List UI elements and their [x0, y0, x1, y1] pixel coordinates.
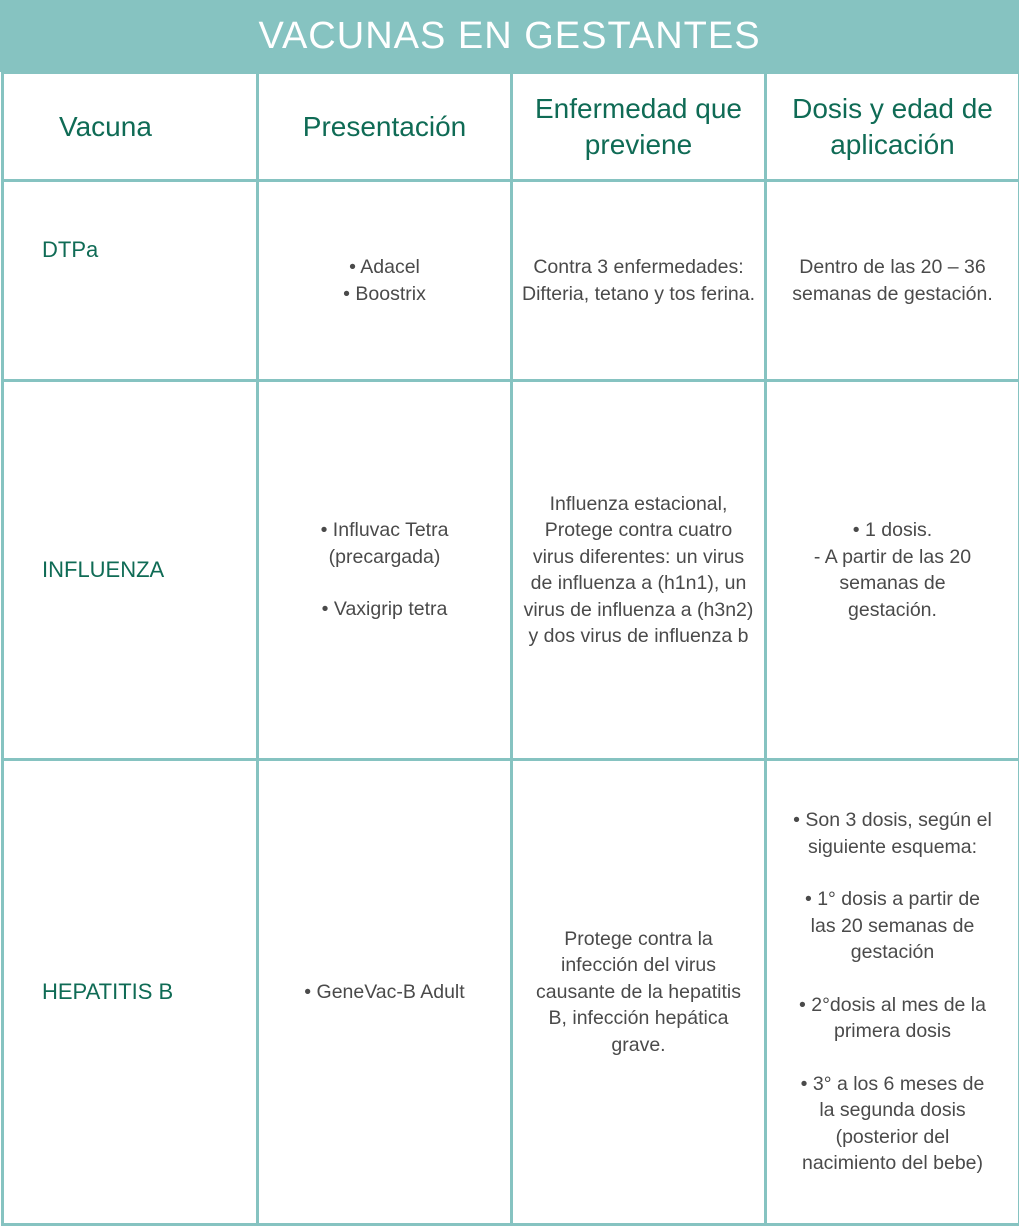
- vaccine-name: INFLUENZA: [3, 381, 258, 760]
- presentation-cell: [258, 381, 512, 760]
- dose-cell: [766, 760, 1019, 1225]
- presentation-item: • Adacel: [269, 254, 500, 281]
- presentation-cell: [258, 760, 512, 1225]
- presentation-item: • Boostrix: [269, 281, 500, 308]
- header-enfermedad: Enfermedad que previene: [512, 73, 766, 181]
- disease-cell: Protege contra la infección del virus causante de la hepatitis B, infección hepática grave.: [512, 760, 766, 1225]
- presentation-item: • Influvac Tetra (precargada): [309, 517, 460, 570]
- dose-cell: [766, 381, 1019, 760]
- header-dosis: Dosis y edad de aplicación: [766, 73, 1019, 181]
- presentation-item: • Vaxigrip tetra: [309, 596, 460, 623]
- dose-item: • 1° dosis a partir de las 20 semanas de gestación: [793, 886, 992, 966]
- presentation-cell: [258, 181, 512, 381]
- dose-cell: [766, 181, 1019, 381]
- dose-item: • 3° a los 6 meses de la segunda dosis (posterior del nacimiento del bebe): [793, 1071, 992, 1177]
- header-presentacion: Presentación: [258, 73, 512, 181]
- dose-item: Dentro de las 20 – 36 semanas de gestación.: [791, 254, 994, 307]
- dose-item: - A partir de las 20 semanas de gestación.: [801, 544, 984, 624]
- disease-cell: Influenza estacional, Protege contra cuatro virus diferentes: un virus de influenza a (h1n1), un virus de influenza a (h3n2) y dos virus de influenza b: [512, 381, 766, 760]
- table-title: VACUNAS EN GESTANTES: [0, 0, 1019, 72]
- dose-item: • 2°dosis al mes de la primera dosis: [793, 992, 992, 1045]
- header-vacuna: Vacuna: [3, 73, 258, 181]
- vaccine-table: [1, 71, 1019, 1226]
- header-row: [3, 73, 1019, 181]
- vaccine-name: HEPATITIS B: [3, 760, 258, 1225]
- table-row: [3, 760, 1019, 1225]
- table-row: [3, 381, 1019, 760]
- presentation-item: • GeneVac-B Adult: [269, 979, 500, 1006]
- dose-item: • 1 dosis.: [801, 517, 984, 544]
- dose-item: • Son 3 dosis, según el siguiente esquema:: [793, 807, 992, 860]
- disease-cell: Contra 3 enfermedades: Difteria, tetano y tos ferina.: [512, 181, 766, 381]
- table-row: [3, 181, 1019, 381]
- vaccine-name: DTPa: [3, 181, 258, 381]
